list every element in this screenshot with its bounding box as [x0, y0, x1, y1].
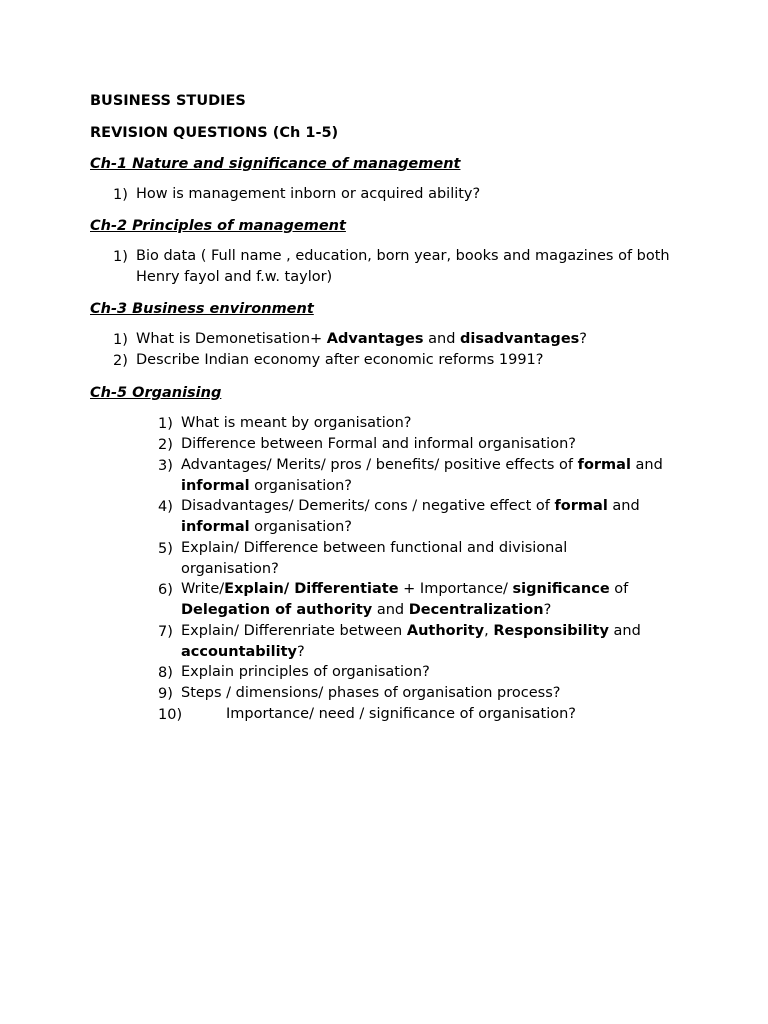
list-item: How is management inborn or acquired ability?	[136, 186, 481, 202]
list-item-number: 3)	[158, 458, 173, 474]
section-heading-ch1: Ch-1 Nature and significance of management	[90, 156, 461, 172]
list-item: Explain/ Differenriate between Authority, Responsibility and accountability?	[181, 623, 641, 660]
list-item: Steps / dimensions/ phases of organisation process?	[181, 685, 561, 701]
list-item-number: 6)	[158, 582, 173, 598]
list-item-number: 7)	[158, 624, 173, 640]
list-item-number: 9)	[158, 686, 173, 702]
list-item-number: 5)	[158, 541, 173, 557]
list-item-number: 1)	[113, 249, 128, 265]
document-title: BUSINESS STUDIES	[90, 93, 246, 109]
document-subtitle: REVISION QUESTIONS (Ch 1-5)	[90, 125, 339, 141]
list-item-number: 4)	[158, 499, 173, 515]
list-item: Importance/ need / significance of organisation?	[226, 706, 576, 722]
list-item-number: 10)	[158, 707, 183, 723]
section-heading-ch2: Ch-2 Principles of management	[90, 218, 346, 234]
section-heading-ch3: Ch-3 Business environment	[90, 301, 314, 317]
list-item: Difference between Formal and informal organisation?	[181, 436, 576, 452]
list-item: Bio data ( Full name , education, born year, books and magazines of both Henry fayol and f.w. taylor)	[136, 248, 670, 285]
list-item-number: 8)	[158, 665, 173, 681]
list-item: What is meant by organisation?	[181, 415, 412, 431]
list-item-number: 1)	[113, 332, 128, 348]
list-item-number: 2)	[158, 437, 173, 453]
list-item: Explain principles of organisation?	[181, 664, 430, 680]
list-item: Explain/ Difference between functional and divisional organisation?	[181, 540, 568, 577]
list-item: Advantages/ Merits/ pros / benefits/ positive effects of formal and informal organisation?	[181, 457, 663, 494]
list-item: Write/Explain/ Differentiate + Importance/ significance of Delegation of authority and Decentralization?	[181, 581, 629, 618]
list-item: Describe Indian economy after economic reforms 1991?	[136, 352, 544, 368]
list-item: What is Demonetisation+ Advantages and disadvantages?	[136, 331, 587, 347]
list-item-number: 1)	[158, 416, 173, 432]
section-heading-ch5: Ch-5 Organising	[90, 385, 222, 401]
list-item-number: 2)	[113, 353, 128, 369]
list-item-number: 1)	[113, 187, 128, 203]
list-item: Disadvantages/ Demerits/ cons / negative effect of formal and informal organisation?	[181, 498, 640, 535]
